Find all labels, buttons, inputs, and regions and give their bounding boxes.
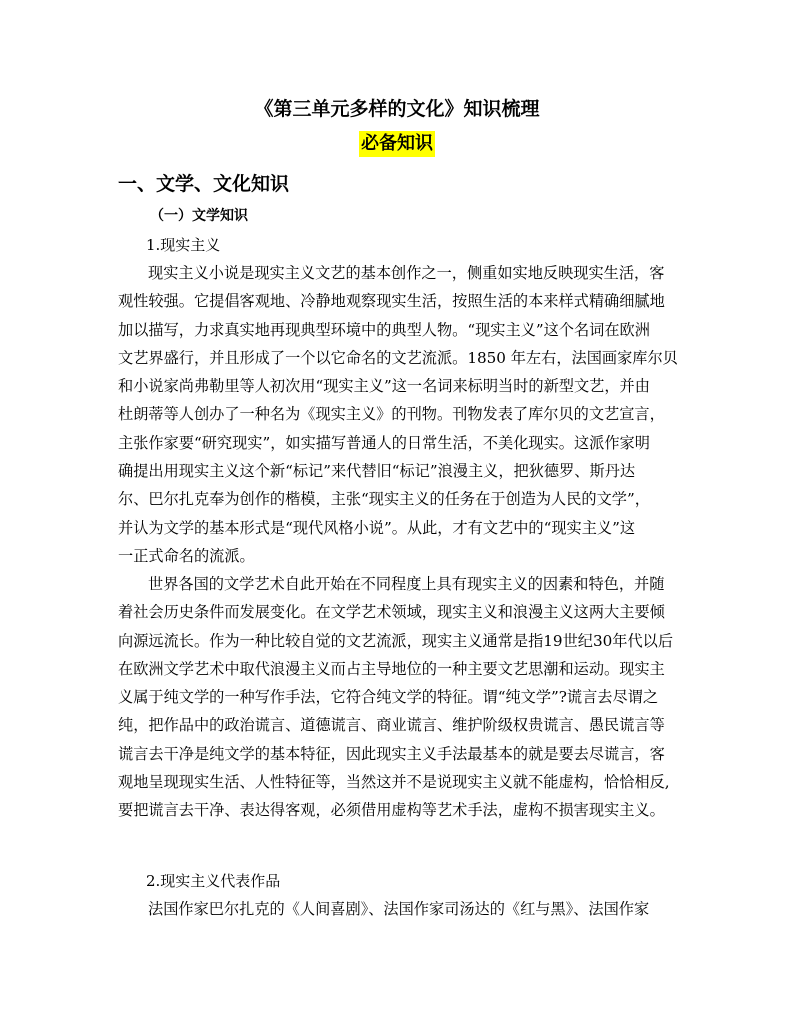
paragraph-line: 文艺界盛行，并且形成了一个以它命名的文艺流派。1850 年左右，法国画家库尔贝 — [118, 348, 678, 367]
paragraph-line: 着社会历史条件而发展变化。在文学艺术领域，现实主义和浪漫主义这两大主要倾 — [118, 603, 665, 622]
paragraph-line: 义属于纯文学的一种写作手法，它符合纯文学的特征。谓“纯文学”?谎言去尽谓之 — [118, 688, 659, 707]
paragraph-line: 主张作家要“研究现实”，如实描写普通人的日常生活，不美化现实。这派作家明 — [118, 433, 650, 452]
paragraph-realism-development — [118, 570, 683, 825]
paragraph-realism-definition — [118, 259, 683, 570]
document-title: 《第三单元多样的文化》知识梳理 — [254, 98, 540, 120]
paragraph-line: 加以描写，力求真实地再现典型环境中的典型人物。“现实主义”这个名词在欧洲 — [118, 320, 650, 339]
item2-heading: 2.现实主义代表作品 — [146, 872, 281, 890]
item1-heading: 1.现实主义 — [146, 236, 221, 254]
subsection-heading: （一）文学知识 — [150, 208, 248, 224]
paragraph-line: 确提出用现实主义这个新“标记”来代替旧“标记”浪漫主义，把狄德罗、斯丹达 — [118, 462, 636, 481]
paragraph-line: 尔、巴尔扎克奉为创作的楷模，主张“现实主义的任务在于创造为人民的文学”， — [118, 490, 650, 509]
paragraph-line: 谎言去干净是纯文学的基本特征，因此现实主义手法最基本的就是要去尽谎言，客 — [118, 744, 665, 763]
paragraph-line: 向源远流长。作为一种比较自觉的文艺流派，现实主义通常是指19世纪30年代以后 — [118, 631, 674, 650]
highlighted-subtitle: 必备知识 — [359, 131, 435, 157]
paragraph-line: 法国作家巴尔扎克的《人间喜剧》、法国作家司汤达的《红与黑》、法国作家 — [148, 900, 650, 918]
paragraph-line: 要把谎言去干净、表达得客观，必须借用虚构等艺术手法，虚构不损害现实主义。 — [118, 801, 665, 820]
paragraph-representative-works — [118, 895, 683, 923]
section-heading: 一、文学、文化知识 — [118, 173, 290, 195]
paragraph-line: 杜朗蒂等人创办了一种名为《现实主义》的刊物。刊物发表了库尔贝的文艺宣言， — [118, 405, 665, 424]
paragraph-line: 观地呈现现实生活、人性特征等，当然这并不是说现实主义就不能虚构，恰恰相反, — [118, 773, 670, 792]
paragraph-line: 一正式命名的流派。 — [118, 546, 255, 565]
paragraph-line: 和小说家尚弗勒里等人初次用“现实主义”这一名词来标明当时的新型文艺，并由 — [118, 377, 650, 396]
subtitle-container — [0, 131, 794, 157]
paragraph-line: 在欧洲文学艺术中取代浪漫主义而占主导地位的一种主要文艺思潮和运动。现实主 — [118, 659, 665, 678]
paragraph-line: 并认为文学的基本形式是“现代风格小说”。从此，才有文艺中的“现实主义”这 — [118, 518, 636, 537]
paragraph-line: 观性较强。它提倡客观地、冷静地观察现实生活，按照生活的本来样式精确细腻地 — [118, 292, 665, 311]
paragraph-line: 世界各国的文学艺术自此开始在不同程度上具有现实主义的因素和特色，并随 — [148, 575, 665, 593]
paragraph-line: 现实主义小说是现实主义文艺的基本创作之一，侧重如实地反映现实生活，客 — [148, 264, 665, 282]
paragraph-line: 纯，把作品中的政治谎言、道德谎言、商业谎言、维护阶级权贵谎言、愚民谎言等 — [118, 716, 665, 735]
